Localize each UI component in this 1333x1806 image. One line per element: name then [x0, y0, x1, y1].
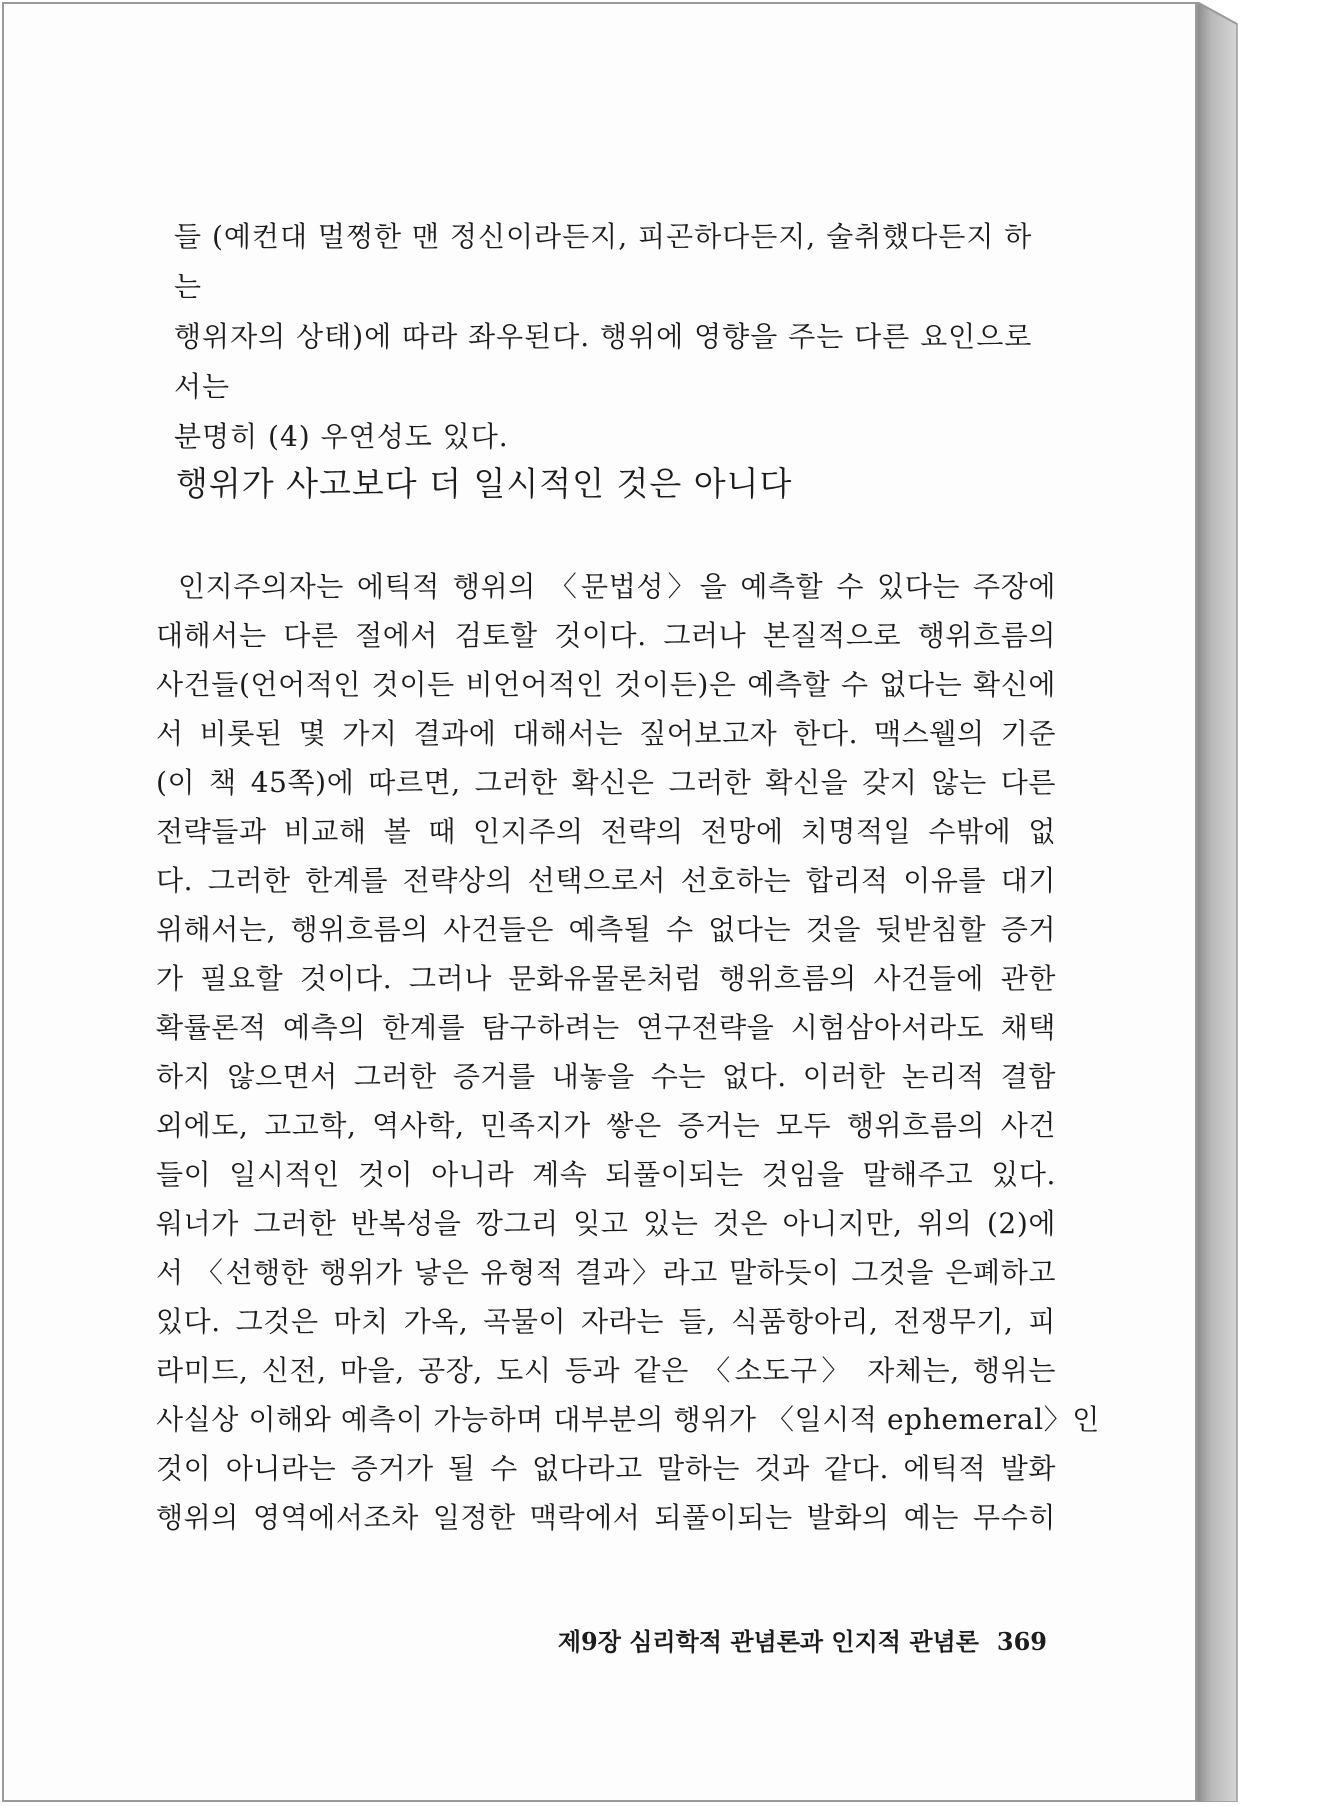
- body-line: 가 필요할 것이다. 그러나 문화유물론처럼 행위흐름의 사건들에 관한: [156, 962, 1056, 995]
- page-number: 369: [996, 1627, 1047, 1656]
- section-heading: 행위가 사고보다 더 일시적인 것은 아니다: [176, 464, 793, 503]
- body-line: 확률론적 예측의 한계를 탐구하려는 연구전략을 시험삼아서라도 채택: [156, 1011, 1056, 1044]
- top-paragraph-line: 분명히 (4) 우연성도 있다.: [174, 420, 509, 453]
- body-line: 외에도, 고고학, 역사학, 민족지가 쌓은 증거는 모두 행위흐름의 사건: [156, 1109, 1056, 1142]
- book-page: [2, 2, 1197, 1802]
- top-paragraph: [174, 212, 1044, 462]
- top-paragraph-line: 들 (예컨대 멀쩡한 맨 정신이라든지, 피곤하다든지, 술취했다든지 하는: [174, 220, 1033, 303]
- body-line: 서 비롯된 몇 가지 결과에 대해서는 짚어보고자 한다. 맥스웰의 기준: [156, 717, 1056, 750]
- body-paragraph: [156, 562, 1100, 1542]
- body-line: 행위의 영역에서조차 일정한 맥락에서 되풀이되는 발화의 예는 무수히: [156, 1501, 1056, 1534]
- body-line: 하지 않으면서 그러한 증거를 내놓을 수는 없다. 이러한 논리적 결함: [156, 1060, 1056, 1093]
- book-edge: [1197, 2, 1247, 1802]
- running-footer: [558, 1622, 1047, 1662]
- body-line: 있다. 그것은 마치 가옥, 곡물이 자라는 들, 식품항아리, 전쟁무기, 피: [156, 1305, 1056, 1338]
- body-line: 사실상 이해와 예측이 가능하며 대부분의 행위가 〈일시적 ephemeral〉인: [156, 1403, 1100, 1436]
- footer-chapter-title: 제9장 심리학적 관념론과 인지적 관념론: [557, 1627, 979, 1656]
- body-line: 사건들(언어적인 것이든 비언어적인 것이든)은 예측할 수 없다는 확신에: [156, 668, 1056, 701]
- body-line: (이 책 45쪽)에 따르면, 그러한 확신은 그러한 확신을 갖지 않는 다른: [156, 766, 1056, 799]
- body-line: 대해서는 다른 절에서 검토할 것이다. 그러나 본질적으로 행위흐름의: [156, 619, 1056, 652]
- body-line: 것이 아니라는 증거가 될 수 없다라고 말하는 것과 같다. 에틱적 발화: [156, 1452, 1056, 1485]
- body-line: 워너가 그러한 반복성을 깡그리 잊고 있는 것은 아니지만, 위의 (2)에: [156, 1207, 1056, 1240]
- body-line: 라미드, 신전, 마을, 공장, 도시 등과 같은 〈소도구〉 자체는, 행위는: [156, 1354, 1056, 1387]
- body-line: 다. 그러한 한계를 전략상의 선택으로서 선호하는 합리적 이유를 대기: [156, 864, 1056, 897]
- body-line: 서 〈선행한 행위가 낳은 유형적 결과〉라고 말하듯이 그것을 은폐하고: [156, 1256, 1056, 1289]
- top-paragraph-line: 행위자의 상태)에 따라 좌우된다. 행위에 영향을 주는 다른 요인으로서는: [174, 320, 1033, 403]
- body-line: 위해서는, 행위흐름의 사건들은 예측될 수 없다는 것을 뒷받침할 증거: [156, 913, 1056, 946]
- body-line: 들이 일시적인 것이 아니라 계속 되풀이되는 것임을 말해주고 있다.: [156, 1158, 1056, 1191]
- body-line: 인지주의자는 에틱적 행위의 〈문법성〉을 예측할 수 있다는 주장에: [178, 570, 1056, 603]
- body-line: 전략들과 비교해 볼 때 인지주의 전략의 전망에 치명적일 수밖에 없: [156, 815, 1056, 848]
